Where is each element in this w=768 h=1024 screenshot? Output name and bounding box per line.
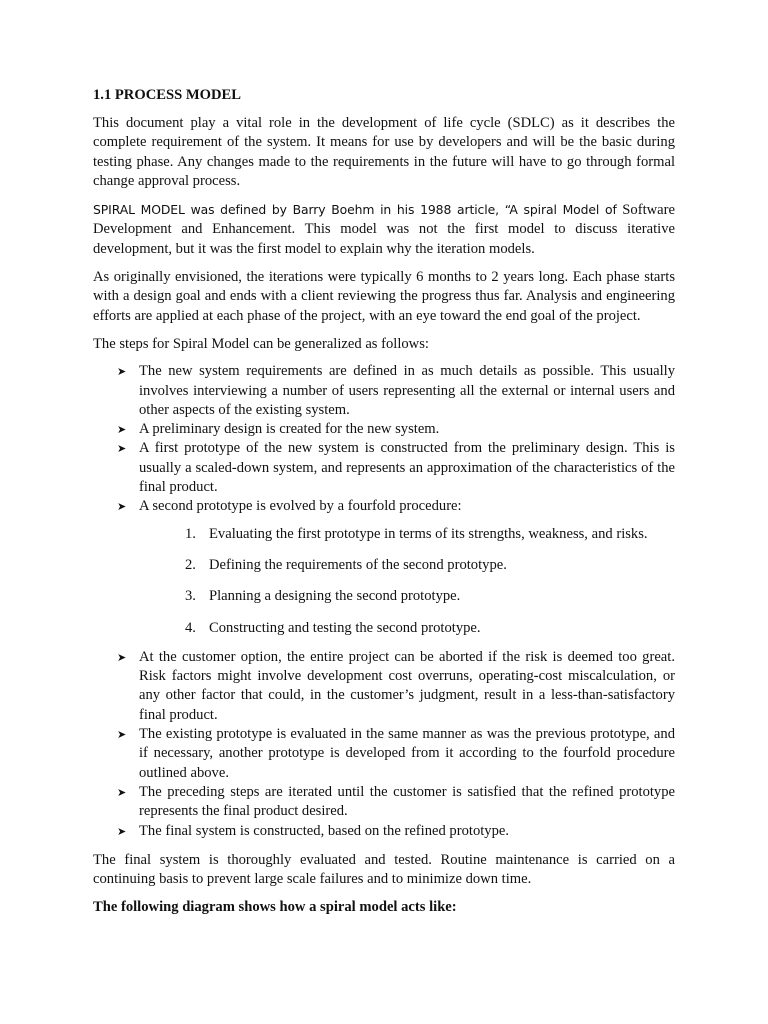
list-item: ➤ The final system is constructed, based on the refined prototype. (93, 822, 675, 841)
list-item: 1. Evaluating the first prototype in terms of its strengths, weakness, and risks. (185, 525, 648, 542)
arrow-bullet-icon: ➤ (117, 824, 127, 838)
list-item: 4. Constructing and testing the second prototype. (185, 619, 481, 636)
spiral-definition-rest: Software Development and Enhancement. This model was not the first model to discuss iterative development, but it was the first model to explain why the iteration models. (93, 202, 675, 257)
arrow-bullet-icon: ➤ (117, 423, 127, 437)
arrow-bullet-icon: ➤ (117, 785, 127, 799)
list-item: ➤ The preceding steps are iterated until the customer is satisfied that the refined prototype represents the final product desired. (117, 783, 675, 820)
spiral-definition-line: SPIRAL MODEL was defined by Barry Boehm in his 1988 article, “A spiral Model of (93, 202, 617, 218)
list-item: ➤ The new system requirements are defined in as much details as possible. This usually involves interviewing a number of users representing all the external or internal users and other aspects of the existing system. (117, 363, 675, 418)
list-item: ➤ At the customer option, the entire project can be aborted if the risk is deemed too great. Risk factors might involve development cost overruns, operating-cost miscalculation, or any other factor that could, in the customer’s judgment, result in a less-than-satisfactory final product. (117, 648, 675, 723)
paragraph-steps-intro: The steps for Spiral Model can be generalized as follows: (93, 335, 429, 352)
arrow-bullet-icon: ➤ (117, 365, 127, 379)
paragraph-spiral-definition (93, 200, 675, 259)
arrow-bullet-icon: ➤ (117, 442, 127, 456)
diagram-intro: The following diagram shows how a spiral model acts like: (93, 899, 457, 916)
fourfold-procedure-list (93, 525, 675, 638)
steps-list-a (93, 362, 675, 516)
paragraph-closing: The final system is thoroughly evaluated and tested. Routine maintenance is carried on a continuing basis to prevent large scale failures and to minimize down time. (93, 851, 675, 888)
list-item: 2. Defining the requirements of the second prototype. (185, 556, 507, 573)
arrow-bullet-icon: ➤ (117, 650, 127, 664)
list-item: ➤ A preliminary design is created for the new system. (93, 420, 675, 439)
paragraph-intro: This document play a vital role in the development of life cycle (SDLC) as it describes the complete requirement of the system. It means for use by developers and will be the basic during testing phase. Any changes made to the requirements in the future will have to go through formal change approval process. (93, 115, 675, 189)
list-item: 3. Planning a designing the second prototype. (185, 588, 461, 605)
document-page (93, 86, 675, 917)
list-item: ➤ A second prototype is evolved by a fourfold procedure: (93, 497, 675, 516)
arrow-bullet-icon: ➤ (117, 500, 127, 514)
list-item: ➤ A first prototype of the new system is constructed from the preliminary design. This is usually a scaled-down system, and represents an approximation of the characteristics of the final product. (117, 440, 675, 496)
arrow-bullet-icon: ➤ (117, 728, 127, 742)
list-item: ➤ The existing prototype is evaluated in the same manner as was the previous prototype, and if necessary, another prototype is developed from it according to the fourfold procedure outlined above. (117, 726, 675, 781)
paragraph-iterations: As originally envisioned, the iterations were typically 6 months to 2 years long. Each phase starts with a design goal and ends with a client reviewing the progress thus far. Analysis and engineering efforts are applied at each phase of the project, with an eye toward the end goal of the project. (93, 269, 675, 324)
section-heading: 1.1 PROCESS MODEL (93, 87, 241, 103)
steps-list-b (93, 648, 675, 841)
